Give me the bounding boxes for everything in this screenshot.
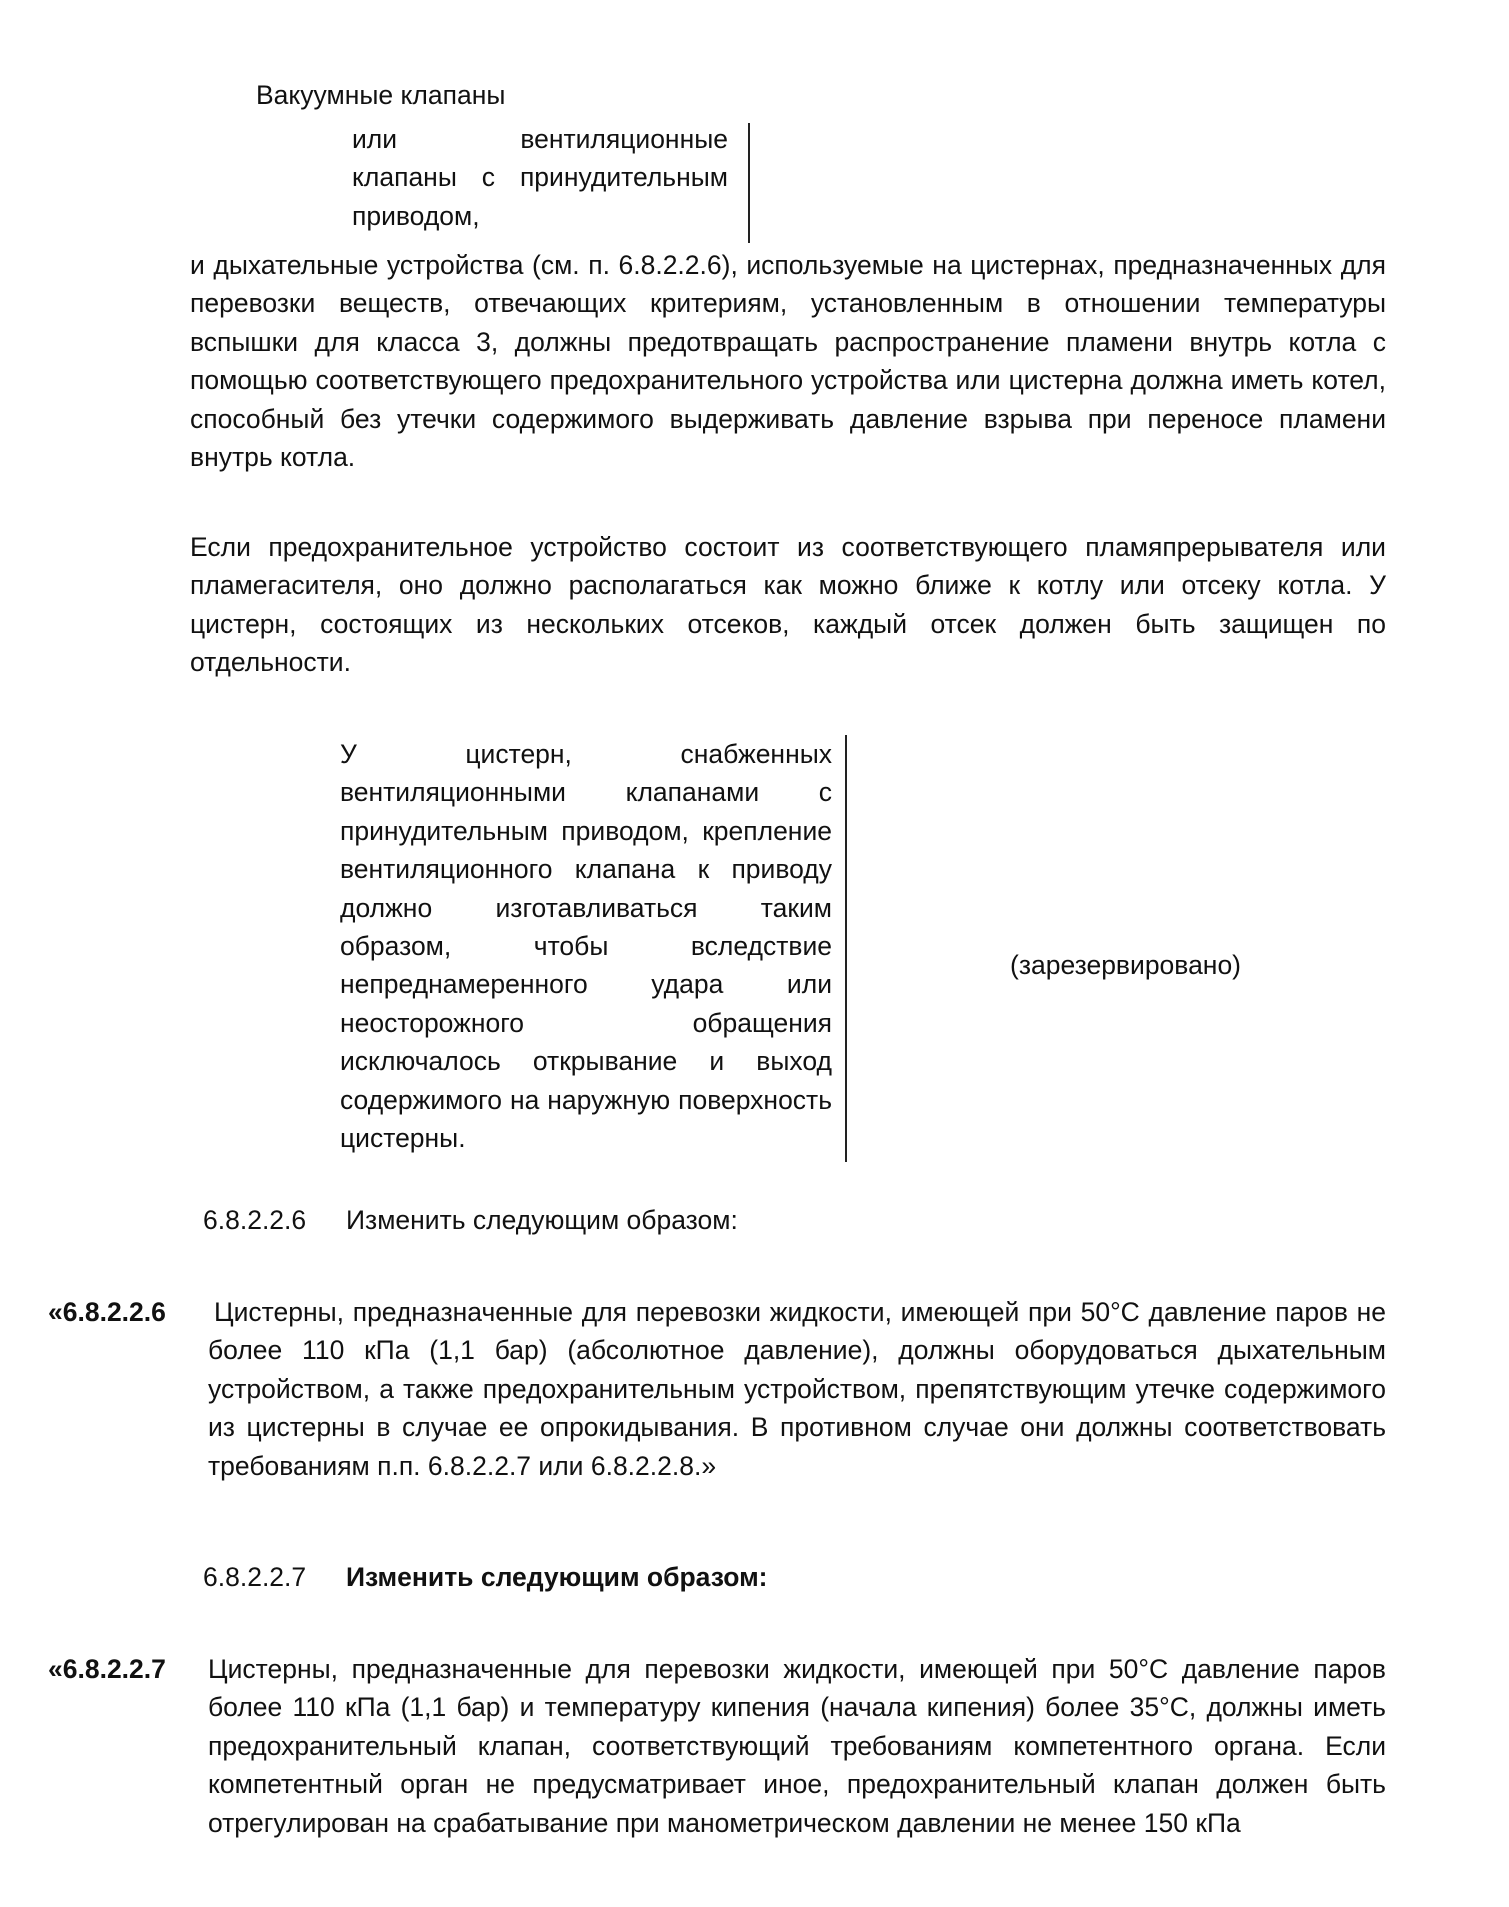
reserved-note: (зарезервировано) bbox=[1010, 950, 1242, 980]
margin-rule bbox=[845, 735, 847, 1162]
paragraph-safety-device: Если предохранительное устройство состоит из соответствующего пламяпрерывателя или пламегасителя, оно должно располагаться как можно ближе к котлу или отсеку котла. У цистерн, состоящих из нескольких отсеков, каждый отсек должен быть защищен по отдельности. bbox=[190, 532, 1386, 678]
vent-line1-right: вентиляционные bbox=[520, 124, 728, 154]
section-number: 6.8.2.2.6 bbox=[203, 1205, 307, 1235]
margin-rule bbox=[748, 123, 750, 243]
quoted-section-number: «6.8.2.2.7 bbox=[48, 1654, 166, 1684]
section-heading-6 bbox=[203, 1201, 738, 1239]
section-instruction: Изменить следующим образом: bbox=[346, 1562, 768, 1592]
intro-heading: Вакуумные клапаны bbox=[256, 80, 506, 110]
vent-line1-left: или bbox=[352, 124, 398, 154]
section-text: Цистерны, предназначенные для перевозки жидкости, имеющей при 50°C давление паров не более 110 кПа (1,1 бар) (абсолютное давление), должны оборудоваться дыхательным устройством, а также предохранительным устройством, препятствующим утечке содержимого из цистерны в случае ее опрокидывания. В противном случае они должны соответствовать требованиям п.п. 6.8.2.2.7 или 6.8.2.2.8.» bbox=[208, 1297, 1386, 1481]
quoted-section-number: «6.8.2.2.6 bbox=[48, 1297, 166, 1327]
section-instruction: Изменить следующим образом: bbox=[346, 1205, 738, 1235]
tank-vent-note: У цистерн, снабженных вентиляционными клапанами с принудительным приводом, крепление вентиляционного клапана к приводу должно изготавливаться таким образом, чтобы вследствие непреднамеренного удара или неосторожного обращения исключалось открывание и выход содержимого на наружную поверхность цистерны. bbox=[340, 739, 832, 1154]
paragraph-flame-arrester: и дыхательные устройства (см. п. 6.8.2.2.6), используемые на цистернах, предназначенных для перевозки веществ, отвечающих критериям, установленным в отношении температуры вспышки для класса 3, должны предотвращать распространение пламени внутрь котла с помощью соответствующего предохранительного устройства или цистерна должна иметь котел, способный без утечки содержимого выдерживать давление взрыва при переносе пламени внутрь котла. bbox=[190, 250, 1386, 473]
section-number: 6.8.2.2.7 bbox=[203, 1562, 307, 1592]
section-heading-7 bbox=[203, 1558, 768, 1596]
vent-valve-note bbox=[352, 120, 740, 235]
section-text: Цистерны, предназначенные для перевозки жидкости, имеющей при 50°C давление паров более 110 кПа (1,1 бар) и температуру кипения (начала кипения) более 35°C, должны иметь предохранительный клапан, соответствующий требованиям компетентного органа. Если компетентный орган не предусматривает иное, предохранительный клапан должен быть отрегулирован на срабатывание при манометрическом давлении не менее 150 кПа bbox=[208, 1654, 1386, 1838]
vent-rest: клапаны с принудительным приводом, bbox=[352, 162, 728, 231]
